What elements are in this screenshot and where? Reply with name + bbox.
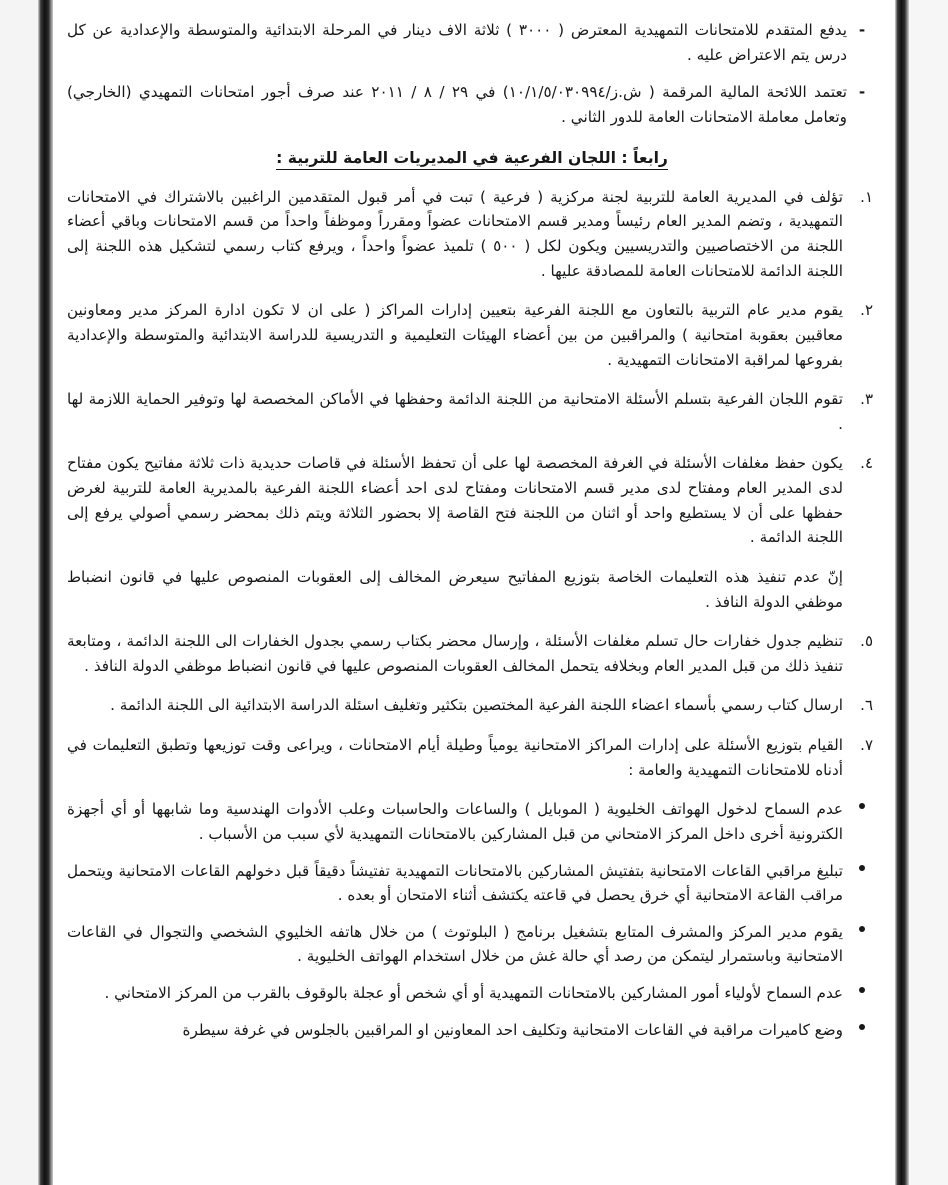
numbered-item-text: تقوم اللجان الفرعية بتسلم الأسئلة الامتحانية من اللجنة الدائمة وحفظها في الأماكن المخصصة لها وتوفير الحماية اللازمة لها . [67,390,843,433]
section-heading [67,146,877,171]
bullet-point-icon [855,803,865,813]
numbered-list-item [67,629,877,678]
item-number: ٤. [860,454,873,473]
item-number: ١. [860,187,873,206]
bullet-list-item [67,920,877,969]
dash-list-item [67,80,877,129]
bullet-item-text: يقوم مدير المركز والمشرف المتابع بتشغيل برنامج ( البلوتوث ) من خلال هاتفه الخليوي الشخصي والتجوال في القاعات الامتحانية وباستمرار ليتمكن من رصد أي حالة غش من خلال استخدام الهواتف الخليوية . [67,922,843,966]
numbered-item-text: يكون حفظ مغلفات الأسئلة في الغرفة المخصصة لها على أن تحفظ الأسئلة في قاصات حديدية ذات ثلاثة مفاتيح يكون مفتاح لدى المدير العام ومفتاح لدى مدير قسم الامتحانات ومفتاح لدى احد أعضاء اللجنة الفرعية بالمديرية العامة للتربية لغرض حفظها على أن لا يستطيع واحد أو اثنان من اللجنة فتح القاصة إلا بحضور الثلاثة ويتم ذلك بمحضر رسمي أصولي يرفع إلى اللجنة الدائمة . [67,454,843,547]
dash-item-text: يدفع المتقدم للامتحانات التمهيدية المعترض ( ٣٠٠٠ ) ثلاثة الاف دينار في المرحلة الابتدائية والمتوسطة والإعدادية عن كل درس يتم الاعتراض عليه . [67,21,847,64]
section-heading-text: رابعاً : اللجان الفرعية في المديريات العامة للتربية : [276,149,668,170]
dash-list-item [67,18,877,67]
item-number: ٢. [860,301,873,320]
bullet-item-text: عدم السماح لدخول الهواتف الخليوية ( الموبايل ) والساعات والحاسبات وعلب الأدوات الهندسية وما شابهها أو أي أجهزة الكترونية أخرى داخل المركز الامتحاني من قبل المشاركين بالامتحانات التمهيدية لأي سبب من الأسباب . [67,800,843,843]
numbered-list-item [67,733,877,782]
bullet-list-item [67,981,877,1006]
dash-marker: - [858,21,866,39]
numbered-item-text: يقوم مدير عام التربية بالتعاون مع اللجنة الفرعية بتعيين إدارات المراكز ( على ان لا تكون ادارة المركز مدير ومعاونين معاقبين بعقوبة امتحانية ) والمراقبين من بين أعضاء الهيئات التعليمية و التدريسية للدراسة الابتدائية والمتوسطة والإعدادية بفروعها لمراقبة الامتحانات التمهيدية . [67,301,843,369]
scan-margin-left [0,0,38,1185]
numbered-item-text: القيام بتوزيع الأسئلة على إدارات المراكز الامتحانية يومياً وطيلة أيام الامتحانات ، ويراعى وقت توزيعها وتطبق التعليمات في أدناه للامتحانات التمهيدية والعامة : [67,736,843,779]
dash-item-text: تعتمد اللائحة المالية المرقمة ( ش.ز/١٠/١/٥/٠٣٠٩٩٤) في ٢٩ / ٨ / ٢٠١١ عند صرف أجور امتحانات التمهيدي (الخارجي) وتعامل معاملة الامتحانات العامة للدور الثاني . [67,83,848,126]
bullet-item-text: عدم السماح لأولياء أمور المشاركين بالامتحانات التمهيدية أو أي شخص أو عجلة بالوقوف بالقرب من المركز الامتحاني . [104,984,843,1002]
bullet-list-item [67,859,877,908]
bullet-item-text: وضع كاميرات مراقبة في القاعات الامتحانية وتكليف احد المعاونين او المراقبين بالجلوس في غرفة سيطرة [182,1020,843,1039]
numbered-item-text: تؤلف في المديرية العامة للتربية لجنة مركزية ( فرعية ) تبت في أمر قبول المتقدمين الراغبين بالاشتراك في الامتحانات التمهيدية ، وتضم المدير العام رئيساً ومدير قسم الامتحانات عضواً ومقرراً وموظفاً واحداً من قسم الامتحانات وباقي أعضاء اللجنة من الاختصاصيين والتدريسيين ويكون لكل ( ٥٠٠ ) تلميذ عضواً واحداً ، ويرفع كتاب رسمي لتشكيل هذه اللجنة إلى اللجنة الدائمة للامتحانات العامة للمصادقة عليها . [67,187,843,280]
document-content [67,18,877,1054]
numbered-list-item [67,298,877,372]
page-edge-bar-right [895,0,909,1185]
dash-list [67,18,877,130]
bullet-item-text: تبليغ مراقبي القاعات الامتحانية بتفتيش المشاركين بالامتحانات التمهيدية تفتيشاً دقيقاً قبل دخولهم القاعات الامتحانية ويتحمل مراقب القاعة الامتحانية أي خرق يحصل في قاعته يكتشف أثناء الامتحان أو بعده . [67,861,843,905]
paper-sheet [53,0,895,1185]
numbered-list-item [67,185,877,284]
bullet-list [67,797,877,1042]
item-number: ٥. [860,632,873,651]
bullet-point-icon [855,865,865,875]
item-number: ٧. [860,736,873,754]
bullet-point-icon [855,1024,865,1034]
bullet-list-item [67,797,877,846]
numbered-list-item [67,387,877,436]
bullet-point-icon [855,987,865,997]
note-paragraph: إنّ عدم تنفيذ هذه التعليمات الخاصة بتوزيع المفاتيح سيعرض المخالف إلى العقوبات المنصوص عليها في قانون انضباط موظفي الدولة النافذ . [67,567,843,611]
scan-margin-right [908,0,948,1185]
bullet-point-icon [855,926,865,936]
numbered-list-continued [67,629,877,782]
dash-marker: - [858,83,866,102]
page-edge-bar-left [38,0,53,1185]
numbered-item-text: تنظيم جدول خفارات حال تسلم مغلفات الأسئلة ، وإرسال محضر بكتاب رسمي بجدول الخفارات الى اللجنة الدائمة ، ومتابعة تنفيذ ذلك من قبل المدير العام وبخلافه يتحمل المخالف العقوبات المنصوص عليها في قانون انضباط موظفي الدولة النافذ . [67,632,843,675]
numbered-list-item [67,451,877,550]
numbered-list [67,185,877,550]
bullet-list-item-truncated [67,1018,877,1043]
item-number: ٦. [860,696,873,715]
numbered-item-text: ارسال كتاب رسمي بأسماء اعضاء اللجنة الفرعية المختصين بتكثير وتغليف اسئلة الدراسة الابتدائية الى اللجنة الدائمة . [110,696,843,715]
numbered-list-item [67,693,877,718]
item-number: ٣. [860,390,873,409]
